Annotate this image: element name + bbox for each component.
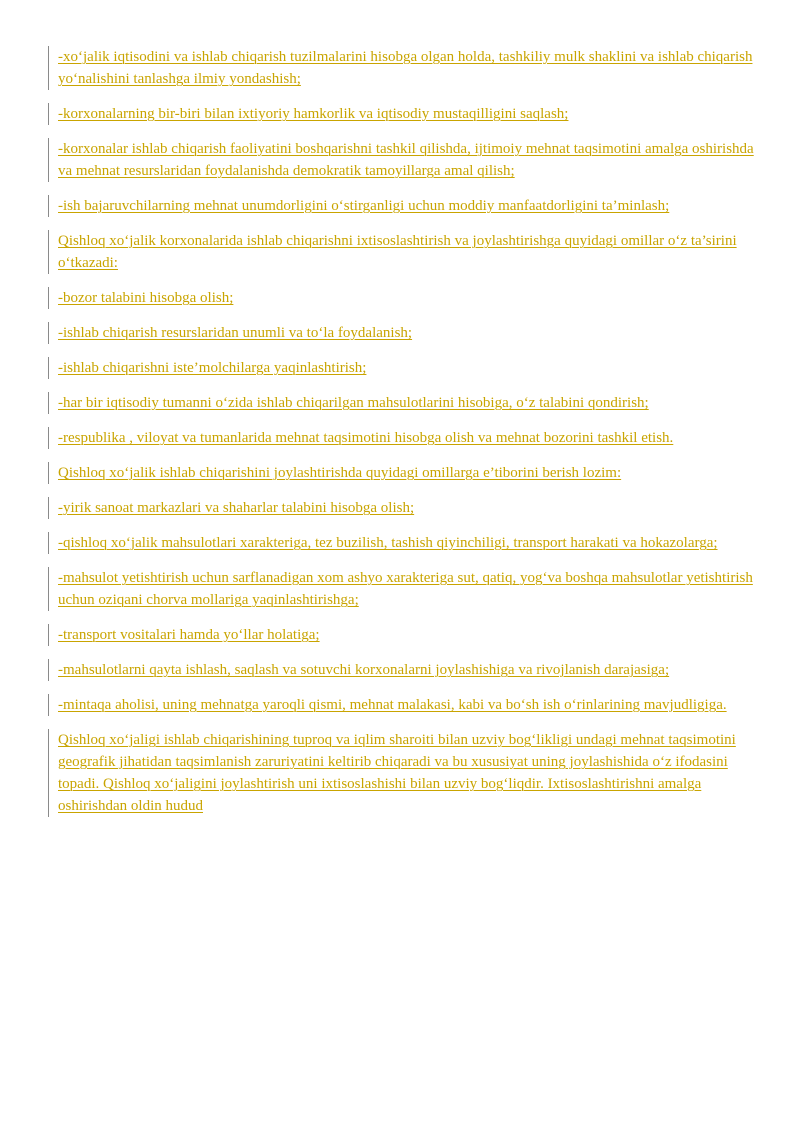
paragraph-11: Qishloq xo‘jalik ishlab chiqarishini joylashtirishda quyidagi omillarga e’tiborini berish lozim: (48, 462, 760, 484)
paragraph-16: -mahsulotlarni qayta ishlash, saqlash va sotuvchi korxonalarni joylashishiga va rivojlanish darajasiga; (48, 659, 760, 681)
paragraph-1: -xo‘jalik iqtisodini va ishlab chiqarish tuzilmalarini hisobga olgan holda, tashkiliy mulk shaklini va ishlab chiqarish yo‘nalishini tanlashga ilmiy yondashish; (48, 46, 760, 90)
paragraph-3: -korxonalar ishlab chiqarish faoliyatini boshqarishni tashkil qilishda, ijtimoiy mehnat taqsimotini amalga oshirishda va mehnat resurslaridan foydalanishda demokratik tamoyillarga amal qilish; (48, 138, 760, 182)
paragraph-7: -ishlab chiqarish resurslaridan unumli va to‘la foydalanish; (48, 322, 760, 344)
paragraph-5: Qishloq xo‘jalik korxonalarida ishlab chiqarishni ixtisoslashtirish va joylashtirishga quyidagi omillar o‘z ta’sirini o‘tkazadi: (48, 230, 760, 274)
paragraph-8: -ishlab chiqarishni iste’molchilarga yaqinlashtirish; (48, 357, 760, 379)
document-body (48, 46, 760, 830)
paragraph-6: -bozor talabini hisobga olish; (48, 287, 760, 309)
paragraph-10: -respublika , viloyat va tumanlarida mehnat taqsimotini hisobga olish va mehnat bozorini tashkil etish. (48, 427, 760, 449)
paragraph-18: Qishloq xo‘jaligi ishlab chiqarishining tuproq va iqlim sharoiti bilan uzviy bog‘likligi undagi mehnat taqsimotini geografik jihatidan taqsimlanish zaruriyatini keltirib chiqaradi va bu xususiyat uning joylashishida o‘z ifodasini topadi. Qishloq xo‘jaligini joylashtirish uni ixtisoslashishi bilan uzviy bog‘liqdir. Ixtisoslashtirishni amalga oshirishdan oldin hudud (48, 729, 760, 817)
paragraph-13: -qishloq xo‘jalik mahsulotlari xarakteriga, tez buzilish, tashish qiyinchiligi, transport harakati va hokazolarga; (48, 532, 760, 554)
paragraph-14: -mahsulot yetishtirish uchun sarflanadigan xom ashyo xarakteriga sut, qatiq, yog‘va boshqa mahsulotlar yetishtirish uchun oziqani chorva mollariga yaqinlashtirishga; (48, 567, 760, 611)
paragraph-15: -transport vositalari hamda yo‘llar holatiga; (48, 624, 760, 646)
paragraph-2: -korxonalarning bir-biri bilan ixtiyoriy hamkorlik va iqtisodiy mustaqilligini saqlash; (48, 103, 760, 125)
paragraph-9: -har bir iqtisodiy tumanni o‘zida ishlab chiqarilgan mahsulotlarini hisobiga, o‘z talabini qondirish; (48, 392, 760, 414)
paragraph-17: -mintaqa aholisi, uning mehnatga yaroqli qismi, mehnat malakasi, kabi va bo‘sh ish o‘rinlarining mavjudligiga. (48, 694, 760, 716)
paragraph-12: -yirik sanoat markazlari va shaharlar talabini hisobga olish; (48, 497, 760, 519)
paragraph-4: -ish bajaruvchilarning mehnat unumdorligini o‘stirganligi uchun moddiy manfaatdorligini ta’minlash; (48, 195, 760, 217)
